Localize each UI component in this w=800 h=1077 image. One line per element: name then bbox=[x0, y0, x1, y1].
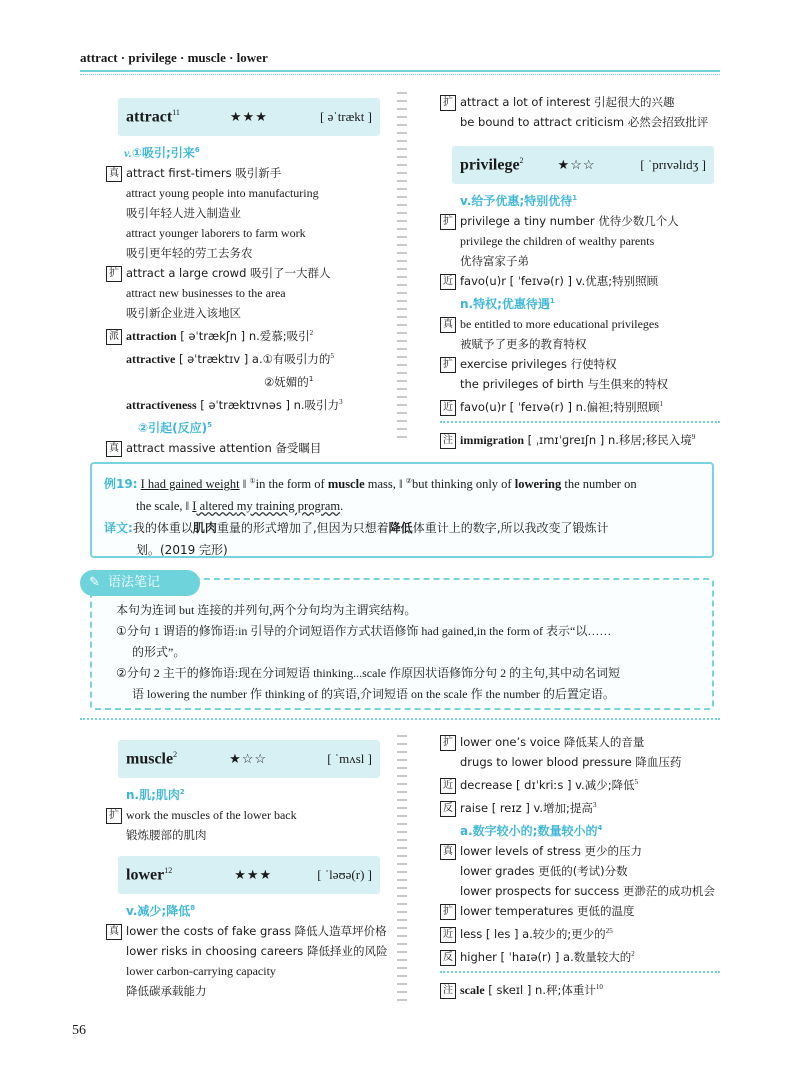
grammar-notes-body: 本句为连词 but 连接的并列句,两个分句均为主谓宾结构。 ①分句 1 谓语的修饰语:in 引导的介词短语作方式状语修饰 had gained,in the form of 表示“以…… 的形式”。 ②分句 2 主干的修饰语:现在分词短语 thinking...scale 作原因状语修饰分句 2 的主句,其中动名词短 语 lowering the number 作 thinking of 的宾语,介词短语 on the scale 作 the number 的后置定语。 bbox=[116, 603, 621, 701]
sense-label: n.特权;优惠待遇$^1$ bbox=[460, 297, 555, 311]
phonetic: [ ˈprɪvəlɪdʒ ] bbox=[640, 157, 706, 172]
sense-label: n.肌;肌肉$^2$ bbox=[126, 788, 185, 802]
frequency-stars: ★★★ bbox=[234, 867, 273, 882]
frequency-stars: ★☆☆ bbox=[229, 751, 268, 766]
sense-label: a.数字较小的;数量较小的$^4$ bbox=[460, 824, 603, 838]
header-rule bbox=[80, 70, 720, 72]
running-header: attract · privilege · muscle · lower bbox=[80, 50, 268, 65]
entry-muscle-header bbox=[118, 740, 380, 778]
tag-extend: 扩 bbox=[106, 266, 122, 282]
headword: privilege$^2$ bbox=[460, 155, 524, 174]
tag-real-exam: 真 bbox=[440, 844, 456, 860]
tag-derived: 派 bbox=[106, 329, 122, 345]
tag-extend: 扩 bbox=[106, 808, 122, 824]
tag-extend: 扩 bbox=[440, 95, 456, 111]
tag-synonym: 近 bbox=[440, 778, 456, 794]
tag-real-exam: 真 bbox=[106, 441, 122, 457]
pen-icon: ✎ bbox=[89, 575, 100, 590]
divider bbox=[440, 971, 720, 973]
phonetic: [ ˈmʌsl ] bbox=[327, 751, 372, 766]
tag-real-exam: 真 bbox=[440, 317, 456, 333]
tag-antonym: 反 bbox=[440, 801, 456, 817]
tag-synonym: 近 bbox=[440, 274, 456, 290]
headword: lower$^{12}$ bbox=[126, 865, 173, 884]
attract-extension-right: 扩 attract a lot of interest 引起很大的兴趣 be bound to attract criticism 必然会招致批评 bbox=[440, 92, 730, 132]
entry-privilege-body: v.给予优惠;特别优待$^1$ 扩 privilege a tiny number 优待少数几个人 privilege the children of wealthy parents 优待富家子弟 近 favo(u)r [ ˈfeɪvə(r) ] v.优惠;特别照顾 n.特权;优惠待遇$^1$ 真 be entitled to more educational privileges 被赋予了更多的教育特权 扩 exercise privileges 行使特权 the privileges of birth 与生俱来的特权 近 favo(u)r [ ˈfeɪvə(r) ] n.偏袒;特别照顾$^1$ 注 immigration [ ˌɪmɪˈɡreɪʃn ] n.移居;移民入境$^9$ bbox=[440, 188, 730, 450]
tag-extend: 扩 bbox=[440, 735, 456, 751]
phonetic: [ ˈləʊə(r) ] bbox=[317, 867, 372, 882]
sense-label: v.减少;降低$^8$ bbox=[126, 904, 196, 918]
header-dotted-rule bbox=[80, 74, 720, 75]
tag-extend: 扩 bbox=[440, 214, 456, 230]
grammar-notes-title: ✎ 语法笔记 bbox=[80, 570, 200, 596]
section-divider bbox=[80, 718, 720, 720]
tag-extend: 扩 bbox=[440, 357, 456, 373]
entry-attract-body: v.①吸引;引来$^6$ 真 attract first-timers 吸引新手 attract young people into manufacturing 吸引年轻人进入制造业 attract younger laborers to farm work 吸引更年轻的劳工去务农 扩 attract a large crowd 吸引了一大群人 attract new businesses to the area 吸引新企业进入该地区 派 attraction [ əˈtrækʃn ] n.爱慕;吸引$^2$ attractive [ əˈtræktɪv ] a.①有吸引力的$^5$ ②妩媚的$^1$ attractiveness [ əˈtræktɪvnəs ] n.吸引力$^3$ ②引起(反应)$^5$ 真 attract massive attention 备受瞩目 bbox=[106, 140, 396, 478]
entry-attract-header bbox=[118, 98, 380, 136]
example-sentence: 例19: I had gained weight ‖ ①in the form of muscle mass, ‖ ②but thinking only of lowering the number on the scale, ‖ I altered my training program. 译文:我的体重以肌肉重量的形式增加了,但因为只想着降低体重计上的数字,所以我改变了锻炼计 划。(2019 完形) bbox=[104, 477, 637, 558]
tag-real-exam: 真 bbox=[106, 166, 122, 182]
entry-privilege-header bbox=[452, 146, 714, 184]
entry-lower-body: v.减少;降低$^8$ 真 lower the costs of fake grass 降低人造草坪价格 lower risks in choosing careers 降低择业的风险 lower carbon-carrying capacity 降低碳承载能力 bbox=[106, 898, 396, 1001]
tag-note: 注 bbox=[440, 983, 456, 999]
divider bbox=[440, 421, 720, 423]
headword: attract$^{11}$ bbox=[126, 107, 180, 126]
tag-note: 注 bbox=[440, 433, 456, 449]
tag-synonym: 近 bbox=[440, 400, 456, 416]
lower-extension-right: 扩 lower one’s voice 降低某人的音量 drugs to lower blood pressure 降血压药 近 decrease [ dɪˈkriːs ] v.减少;降低$^5$ 反 raise [ reɪz ] v.增加;提高$^3$ a.数字较小的;数量较小的$^4$ 真 lower levels of stress 更少的压力 lower grades 更低的(考试)分数 lower prospects for success 更渺茫的成功机会 扩 lower temperatures 更低的温度 近 less [ les ] a.较少的;更少的$^{25}$ 反 higher [ ˈhaɪə(r) ] a.数量较大的$^2$ 注 scale [ skeɪl ] n.秤;体重计$^{10}$ bbox=[440, 732, 730, 1000]
phonetic: [ əˈtrækt ] bbox=[320, 109, 372, 124]
entry-lower-header bbox=[118, 856, 380, 894]
tag-extend: 扩 bbox=[440, 904, 456, 920]
entry-muscle-body: n.肌;肌肉$^2$ 扩 work the muscles of the lower back 锻炼腰部的肌肉 bbox=[106, 782, 396, 845]
page-number: 56 bbox=[72, 1023, 86, 1038]
tag-antonym: 反 bbox=[440, 950, 456, 966]
sense-label: v.①吸引;引来$^6$ bbox=[124, 146, 200, 160]
headword: muscle$^2$ bbox=[126, 749, 178, 768]
frequency-stars: ★☆☆ bbox=[557, 157, 596, 172]
column-separator bbox=[397, 92, 407, 440]
tag-synonym: 近 bbox=[440, 927, 456, 943]
sense-label: ②引起(反应)$^5$ bbox=[138, 420, 213, 435]
column-separator bbox=[397, 735, 407, 1005]
tag-real-exam: 真 bbox=[106, 924, 122, 940]
frequency-stars: ★★★ bbox=[229, 109, 268, 124]
sense-label: v.给予优惠;特别优待$^1$ bbox=[460, 194, 578, 208]
